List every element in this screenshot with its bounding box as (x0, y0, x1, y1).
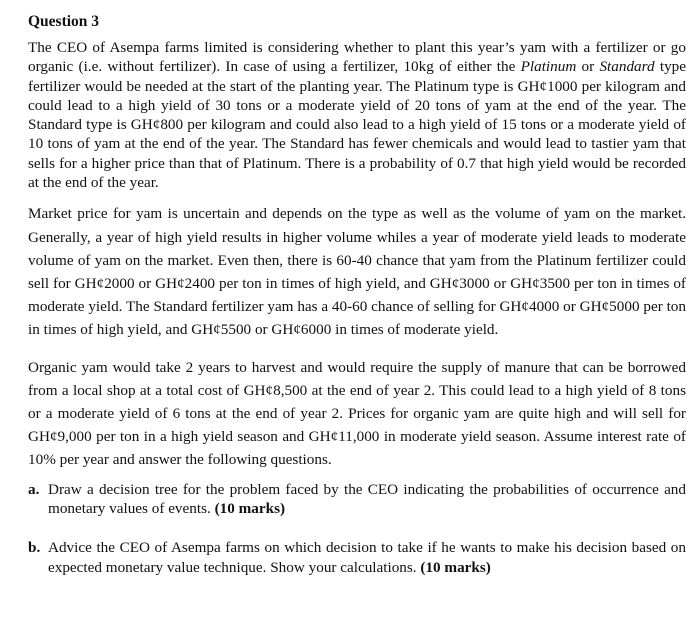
paragraph-fertilizer-options (28, 38, 686, 192)
question-title: Question 3 (28, 13, 100, 30)
part-b-marks: (10 marks) (420, 558, 491, 576)
question-parts-list (28, 480, 686, 577)
p1-text-2: or (576, 58, 600, 76)
paragraph-organic-yam: Organic yam would take 2 years to harvest and would require the supply of manure that can be borrowed from a local shop at a total cost of GH¢8,500 at the end of year 2. This could lead to a high yield of 8 tons or a moderate yield of 6 tons at the end of year 2. Prices for organic yam are quite high and will sell for GH¢9,000 per ton in a high yield season and GH¢11,000 in moderate yield season. Assume interest rate of 10% per year and answer the following questions. (28, 358, 686, 469)
p1-text-3: type fertilizer would be needed at the start of the planting year. The Platinum type is GH¢1000 per kilogram and could lead to a high yield of 30 tons or a moderate yield of 20 tons of yam at the end of the year. The Standard type is GH¢800 per kilogram and could also lead to a high yield of 15 tons or a moderate yield of 10 tons of yam at the end of the year. The Standard has fewer chemicals and would lead to tastier yam that sells for a higher price than that of Platinum. There is a probability of 0.7 that high yield would be recorded at the end of the year. (28, 58, 686, 192)
standard-term: Standard (599, 58, 655, 76)
part-a-text: Draw a decision tree for the problem faced by the CEO indicating the probabilities of occurrence and monetary values of events. (48, 480, 686, 517)
p1-text-1: The CEO of Asempa farms limited is considering whether to plant this year’s yam with a fertilizer or go organic (i.e. without fertilizer). In case of using a fertilizer, 10kg of either the (28, 39, 686, 76)
part-b-text-block (48, 538, 686, 577)
platinum-term: Platinum (520, 58, 577, 76)
paragraph-market-price: Market price for yam is uncertain and depends on the type as well as the volume of yam on the market. Generally, a year of high yield results in higher volume whiles a year of moderate yield leads to moderate volume of yam on the market. Even then, there is 60-40 chance that yam from the Platinum fertilizer could sell for GH¢2000 or GH¢2400 per ton in times of high yield, and GH¢3000 or GH¢3500 per ton in times of moderate yield. The Standard fertilizer yam has a 40-60 chance of selling for GH¢4000 or GH¢5000 per ton in times of high yield, and GH¢5500 or GH¢6000 in times of moderate yield. (28, 205, 686, 339)
part-a-marks: (10 marks) (214, 499, 286, 517)
question-part-b (28, 538, 686, 577)
part-a-text-block (48, 480, 686, 519)
part-a-marker: a. (28, 480, 40, 498)
part-b-marker: b. (28, 539, 41, 557)
part-b-text: Advice the CEO of Asempa farms on which decision to take if he wants to make his decision based on expected monetary value technique. Show your calculations. (48, 539, 686, 576)
question-part-a (28, 480, 686, 519)
